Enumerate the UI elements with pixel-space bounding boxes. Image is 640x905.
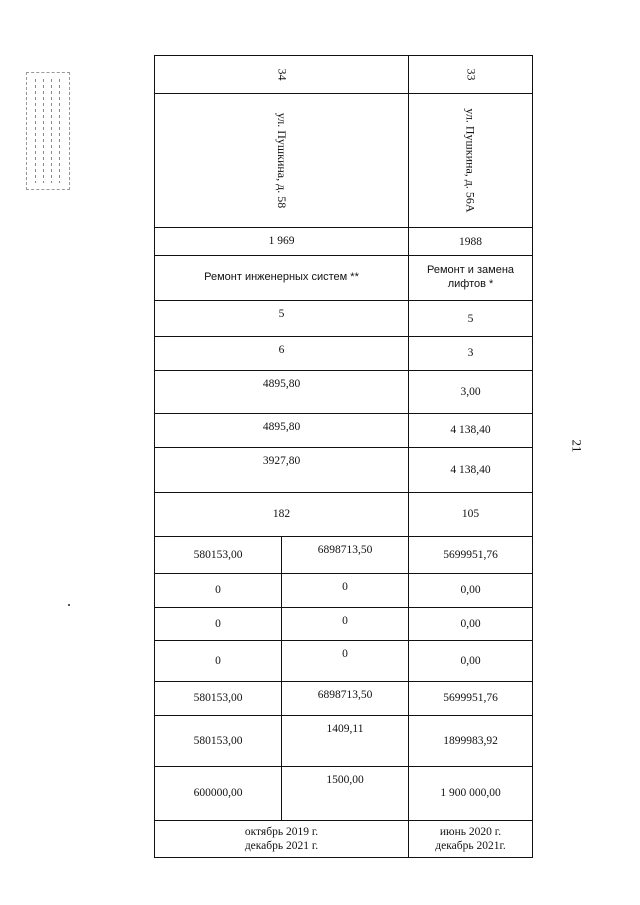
table-row — [155, 493, 533, 537]
date-end: декабрь 2021г. — [435, 840, 506, 853]
table-row — [155, 370, 533, 414]
table-row — [155, 766, 533, 821]
cell-amount: 0,00 — [409, 641, 533, 682]
table-row — [155, 56, 533, 94]
cell-amount: 600000,00 — [155, 766, 282, 821]
stamp — [26, 72, 70, 190]
cell-value: 4 138,40 — [409, 447, 533, 493]
cell-value: 4895,80 — [155, 370, 409, 414]
cell-amount: 5699951,76 — [409, 536, 533, 573]
cell-work-type: Ремонт и замена лифтов * — [409, 256, 533, 301]
table-row — [155, 641, 533, 682]
cell-year: 1988 — [409, 228, 533, 256]
table-row — [155, 337, 533, 370]
cell-address: ул. Пушкина, д. 56А — [409, 94, 533, 228]
cell-amount: 0,00 — [409, 574, 533, 607]
cell-dates — [155, 821, 409, 858]
cell-year: 1 969 — [155, 228, 409, 256]
cell-value: 105 — [409, 493, 533, 537]
table-row — [155, 228, 533, 256]
table-row — [155, 681, 533, 715]
table-row — [155, 414, 533, 447]
table-row — [155, 536, 533, 573]
date-start: октябрь 2019 г. — [244, 825, 319, 838]
cell-amount: 1500,00 — [282, 766, 409, 821]
cell-value: 4 138,40 — [409, 414, 533, 447]
cell-value: 3,00 — [409, 370, 533, 414]
cell-value: 182 — [155, 493, 409, 537]
cell-value: 5 — [409, 301, 533, 337]
scan-dot — [68, 604, 70, 606]
cell-amount: 580153,00 — [155, 681, 282, 715]
cell-amount: 1409,11 — [282, 716, 409, 767]
date-end: декабрь 2021 г. — [244, 840, 319, 853]
cell-amount: 1899983,92 — [409, 716, 533, 767]
cell-amount: 0 — [282, 574, 409, 607]
cell-value: 5 — [155, 301, 409, 337]
cell-amount: 0 — [155, 607, 282, 640]
cell-amount: 580153,00 — [155, 716, 282, 767]
cell-amount: 0 — [155, 641, 282, 682]
table-row — [155, 574, 533, 607]
cell-number: 34 — [155, 56, 409, 94]
cell-work-type: Ремонт инженерных систем ** — [155, 256, 409, 301]
data-table — [154, 55, 533, 858]
table-row — [155, 716, 533, 767]
cell-value: 3 — [409, 337, 533, 370]
cell-value: 4895,80 — [155, 414, 409, 447]
table-row — [155, 607, 533, 640]
page-number: 21 — [569, 439, 585, 453]
cell-amount: 6898713,50 — [282, 536, 409, 573]
table-row — [155, 256, 533, 301]
cell-number: 33 — [409, 56, 533, 94]
cell-amount: 580153,00 — [155, 536, 282, 573]
cell-dates — [409, 821, 533, 858]
cell-amount: 0 — [155, 574, 282, 607]
cell-amount: 1 900 000,00 — [409, 766, 533, 821]
table-row — [155, 301, 533, 337]
cell-amount: 0 — [282, 607, 409, 640]
cell-amount: 0,00 — [409, 607, 533, 640]
table-row — [155, 821, 533, 858]
table-row — [155, 447, 533, 493]
cell-amount: 5699951,76 — [409, 681, 533, 715]
cell-amount: 6898713,50 — [282, 681, 409, 715]
cell-address: ул. Пушкина, д. 58 — [155, 94, 409, 228]
table-row — [155, 94, 533, 228]
cell-value: 6 — [155, 337, 409, 370]
cell-amount: 0 — [282, 641, 409, 682]
date-start: июнь 2020 г. — [439, 825, 502, 838]
cell-value: 3927,80 — [155, 447, 409, 493]
